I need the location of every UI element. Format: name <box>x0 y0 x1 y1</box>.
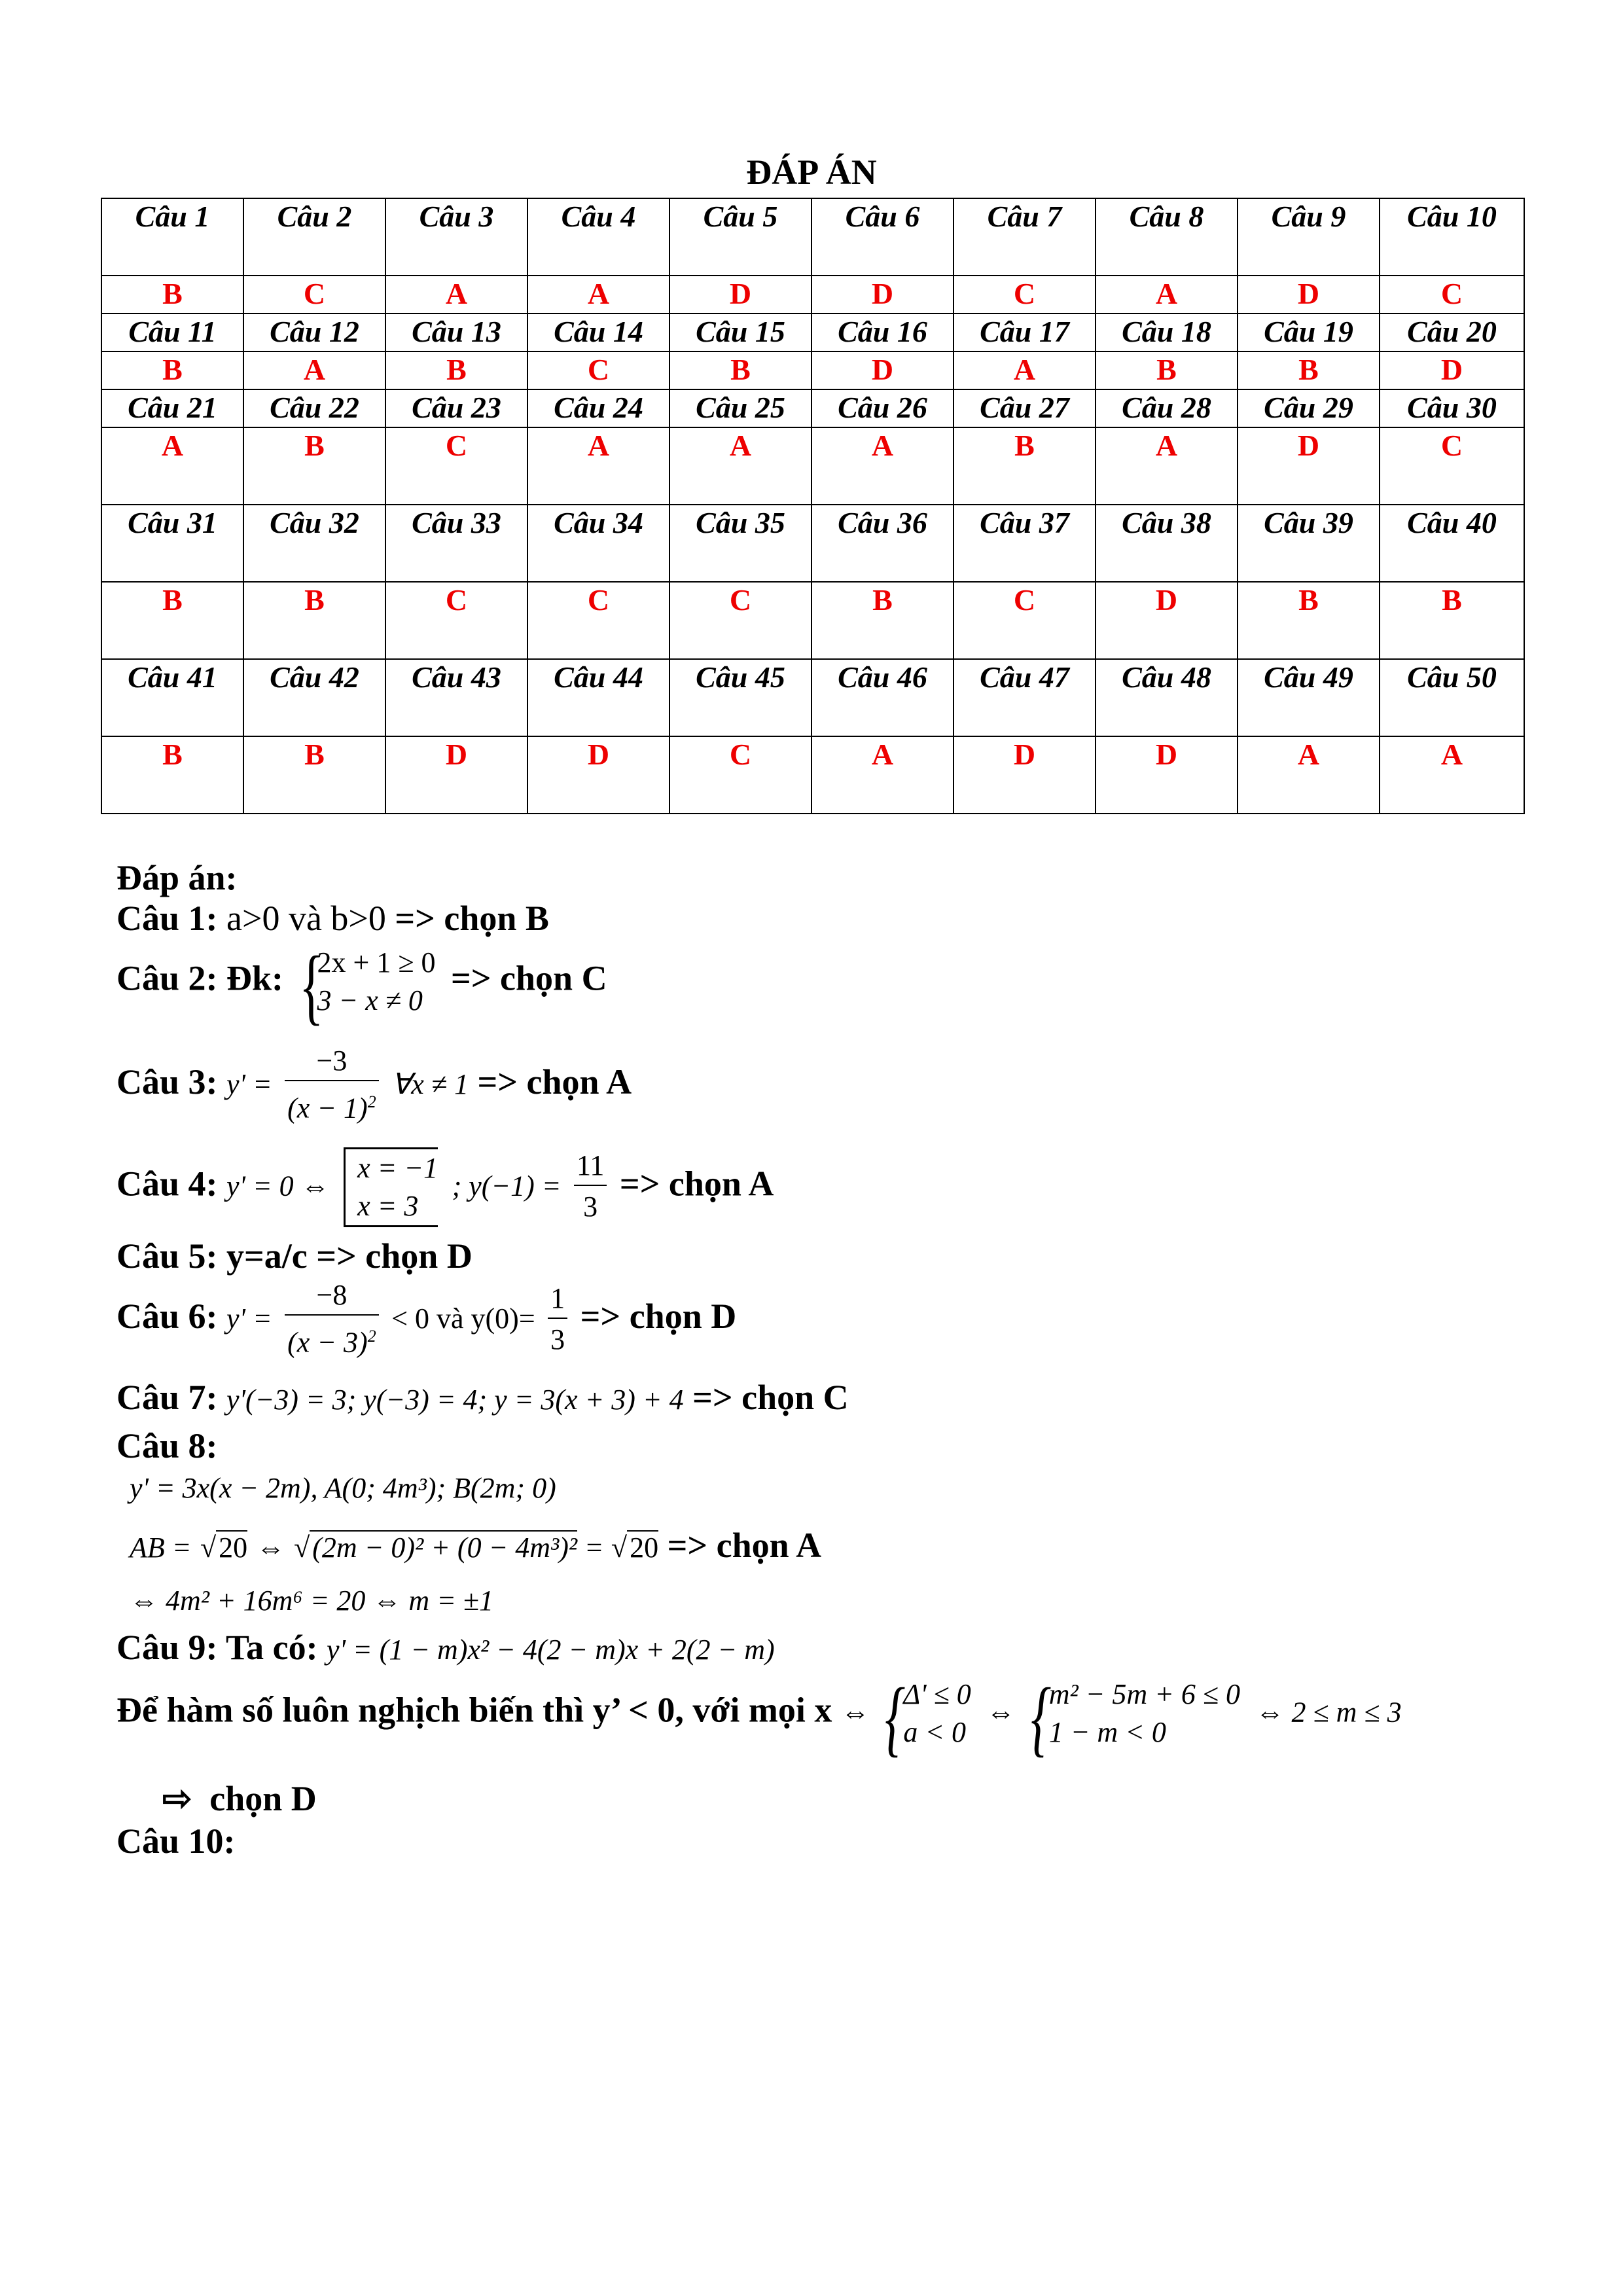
question-label: Câu 46 <box>812 659 954 736</box>
answer-letter: B <box>1380 582 1524 659</box>
answer-letter: C <box>527 582 669 659</box>
question-label: Câu 4 <box>527 198 669 276</box>
answer-letter: B <box>1096 351 1238 389</box>
question-label: Câu 50 <box>1380 659 1524 736</box>
answer-letter: C <box>1380 276 1524 314</box>
answer-letter: A <box>1238 736 1380 814</box>
answer-letter: B <box>101 351 243 389</box>
solution-1: Câu 1: a>0 và b>0 => chọn B <box>116 899 549 938</box>
answer-table <box>101 198 1525 814</box>
question-row <box>101 198 1524 276</box>
answer-letter: B <box>243 582 385 659</box>
answer-letter: A <box>954 351 1096 389</box>
question-label: Câu 45 <box>669 659 812 736</box>
answer-row <box>101 736 1524 814</box>
answer-row <box>101 351 1524 389</box>
question-label: Câu 31 <box>101 505 243 582</box>
solution-5: Câu 5: y=a/c => chọn D <box>116 1236 473 1276</box>
question-label: Câu 15 <box>669 314 812 351</box>
question-label: Câu 38 <box>1096 505 1238 582</box>
question-label: Câu 27 <box>954 389 1096 427</box>
answer-letter: B <box>243 736 385 814</box>
answer-letter: A <box>527 276 669 314</box>
question-label: Câu 5 <box>669 198 812 276</box>
question-label: Câu 34 <box>527 505 669 582</box>
question-label: Câu 6 <box>812 198 954 276</box>
solution-4: Câu 4: y' = 0 ⇔ x = −1 x = 3 ; y(−1) = $\frac{11}{3}$ => chọn A <box>116 1147 774 1228</box>
answer-letter: B <box>812 582 954 659</box>
answer-letter: C <box>954 276 1096 314</box>
answer-row <box>101 427 1524 505</box>
question-row <box>101 659 1524 736</box>
answer-letter: A <box>527 427 669 505</box>
question-label: Câu 44 <box>527 659 669 736</box>
question-label: Câu 18 <box>1096 314 1238 351</box>
question-row <box>101 505 1524 582</box>
question-label: Câu 29 <box>1238 389 1380 427</box>
question-label: Câu 30 <box>1380 389 1524 427</box>
answer-letter: C <box>1380 427 1524 505</box>
question-label: Câu 23 <box>385 389 527 427</box>
answer-letter: A <box>812 736 954 814</box>
answer-letter: A <box>1380 736 1524 814</box>
question-label: Câu 20 <box>1380 314 1524 351</box>
answer-letter: C <box>669 582 812 659</box>
answer-letter: A <box>812 427 954 505</box>
solutions-heading: Đáp án: <box>116 858 238 897</box>
question-label: Câu 2 <box>243 198 385 276</box>
answer-letter: D <box>954 736 1096 814</box>
question-label: Câu 25 <box>669 389 812 427</box>
question-label: Câu 10 <box>1380 198 1524 276</box>
answer-letter: C <box>385 427 527 505</box>
solution-6: Câu 6: y' = $\frac{-8}{(x - 3)^2}$ < 0 và y(0)= $\frac{1}{3}$ => chọn D <box>116 1276 736 1364</box>
answer-letter: A <box>1096 276 1238 314</box>
answer-letter: D <box>385 736 527 814</box>
solution-3: Câu 3: y' = $\frac{-3}{(x - 1)^2}$ ∀x ≠ 1 => chọn A <box>116 1042 632 1130</box>
answer-letter: D <box>812 351 954 389</box>
solution-8-label: Câu 8: <box>116 1426 218 1465</box>
answer-letter: B <box>669 351 812 389</box>
solution-8-line2: AB = √20 ⇔ √(2m − 0)² + (0 − 4m³)² = √20 => chọn A <box>130 1526 822 1565</box>
answer-letter: D <box>1238 276 1380 314</box>
question-label: Câu 8 <box>1096 198 1238 276</box>
answer-letter: C <box>385 582 527 659</box>
question-label: Câu 7 <box>954 198 1096 276</box>
answer-letter: D <box>1238 427 1380 505</box>
answer-letter: A <box>101 427 243 505</box>
question-label: Câu 37 <box>954 505 1096 582</box>
question-label: Câu 26 <box>812 389 954 427</box>
answer-letter: B <box>1238 582 1380 659</box>
arrow-right-icon: ⇨ <box>162 1779 192 1818</box>
question-label: Câu 13 <box>385 314 527 351</box>
question-label: Câu 33 <box>385 505 527 582</box>
answer-letter: D <box>1096 736 1238 814</box>
answer-row <box>101 582 1524 659</box>
answer-letter: B <box>101 582 243 659</box>
question-label: Câu 17 <box>954 314 1096 351</box>
question-label: Câu 3 <box>385 198 527 276</box>
question-label: Câu 19 <box>1238 314 1380 351</box>
solution-9-conclusion: ⇨ chọn D <box>162 1779 317 1818</box>
answer-letter: A <box>1096 427 1238 505</box>
question-label: Câu 12 <box>243 314 385 351</box>
question-label: Câu 32 <box>243 505 385 582</box>
question-label: Câu 14 <box>527 314 669 351</box>
answer-letter: B <box>243 427 385 505</box>
answer-letter: A <box>385 276 527 314</box>
page-title: ĐÁP ÁN <box>746 152 877 192</box>
question-row <box>101 314 1524 351</box>
answer-letter: C <box>527 351 669 389</box>
answer-row <box>101 276 1524 314</box>
question-label: Câu 41 <box>101 659 243 736</box>
question-label: Câu 47 <box>954 659 1096 736</box>
question-label: Câu 1 <box>101 198 243 276</box>
answer-letter: D <box>527 736 669 814</box>
solution-2: Câu 2: Đk: { 2x + 1 ≥ 0 3 − x ≠ 0 => chọn C <box>116 939 607 1033</box>
question-label: Câu 48 <box>1096 659 1238 736</box>
question-label: Câu 22 <box>243 389 385 427</box>
question-label: Câu 40 <box>1380 505 1524 582</box>
question-label: Câu 39 <box>1238 505 1380 582</box>
answer-letter: B <box>101 736 243 814</box>
solution-9-line2: Để hàm số luôn nghịch biến thì y’ < 0, với mọi x ⇔ { Δ' ≤ 0 a < 0 ⇔ { m² − 5m + 6 ≤ 0 1 − m < 0 ⇔ 2 ≤ m ≤ 3 <box>116 1671 1402 1765</box>
answer-letter: D <box>1096 582 1238 659</box>
question-label: Câu 21 <box>101 389 243 427</box>
question-label: Câu 49 <box>1238 659 1380 736</box>
solution-7: Câu 7: y'(−3) = 3; y(−3) = 4; y = 3(x + 3) + 4 => chọn C <box>116 1378 849 1417</box>
answer-letter: B <box>101 276 243 314</box>
answer-letter: C <box>243 276 385 314</box>
answer-letter: A <box>669 427 812 505</box>
question-label: Câu 43 <box>385 659 527 736</box>
answer-letter: A <box>243 351 385 389</box>
answer-letter: D <box>669 276 812 314</box>
solution-9-line1: Câu 9: Ta có: y' = (1 − m)x² − 4(2 − m)x + 2(2 − m) <box>116 1628 775 1667</box>
question-label: Câu 11 <box>101 314 243 351</box>
solution-10-label: Câu 10: <box>116 1821 236 1861</box>
answer-letter: D <box>1380 351 1524 389</box>
answer-letter: C <box>954 582 1096 659</box>
question-label: Câu 42 <box>243 659 385 736</box>
question-row <box>101 389 1524 427</box>
question-label: Câu 35 <box>669 505 812 582</box>
question-label: Câu 28 <box>1096 389 1238 427</box>
question-label: Câu 24 <box>527 389 669 427</box>
solution-8-line3: ⇔ 4m² + 16m⁶ = 20 ⇔ m = ±1 <box>130 1585 494 1617</box>
answer-letter: C <box>669 736 812 814</box>
answer-letter: B <box>1238 351 1380 389</box>
question-label: Câu 36 <box>812 505 954 582</box>
solution-8-line1: y' = 3x(x − 2m), A(0; 4m³); B(2m; 0) <box>130 1472 556 1504</box>
answer-letter: B <box>954 427 1096 505</box>
question-label: Câu 16 <box>812 314 954 351</box>
answer-letter: B <box>385 351 527 389</box>
question-label: Câu 9 <box>1238 198 1380 276</box>
answer-letter: D <box>812 276 954 314</box>
